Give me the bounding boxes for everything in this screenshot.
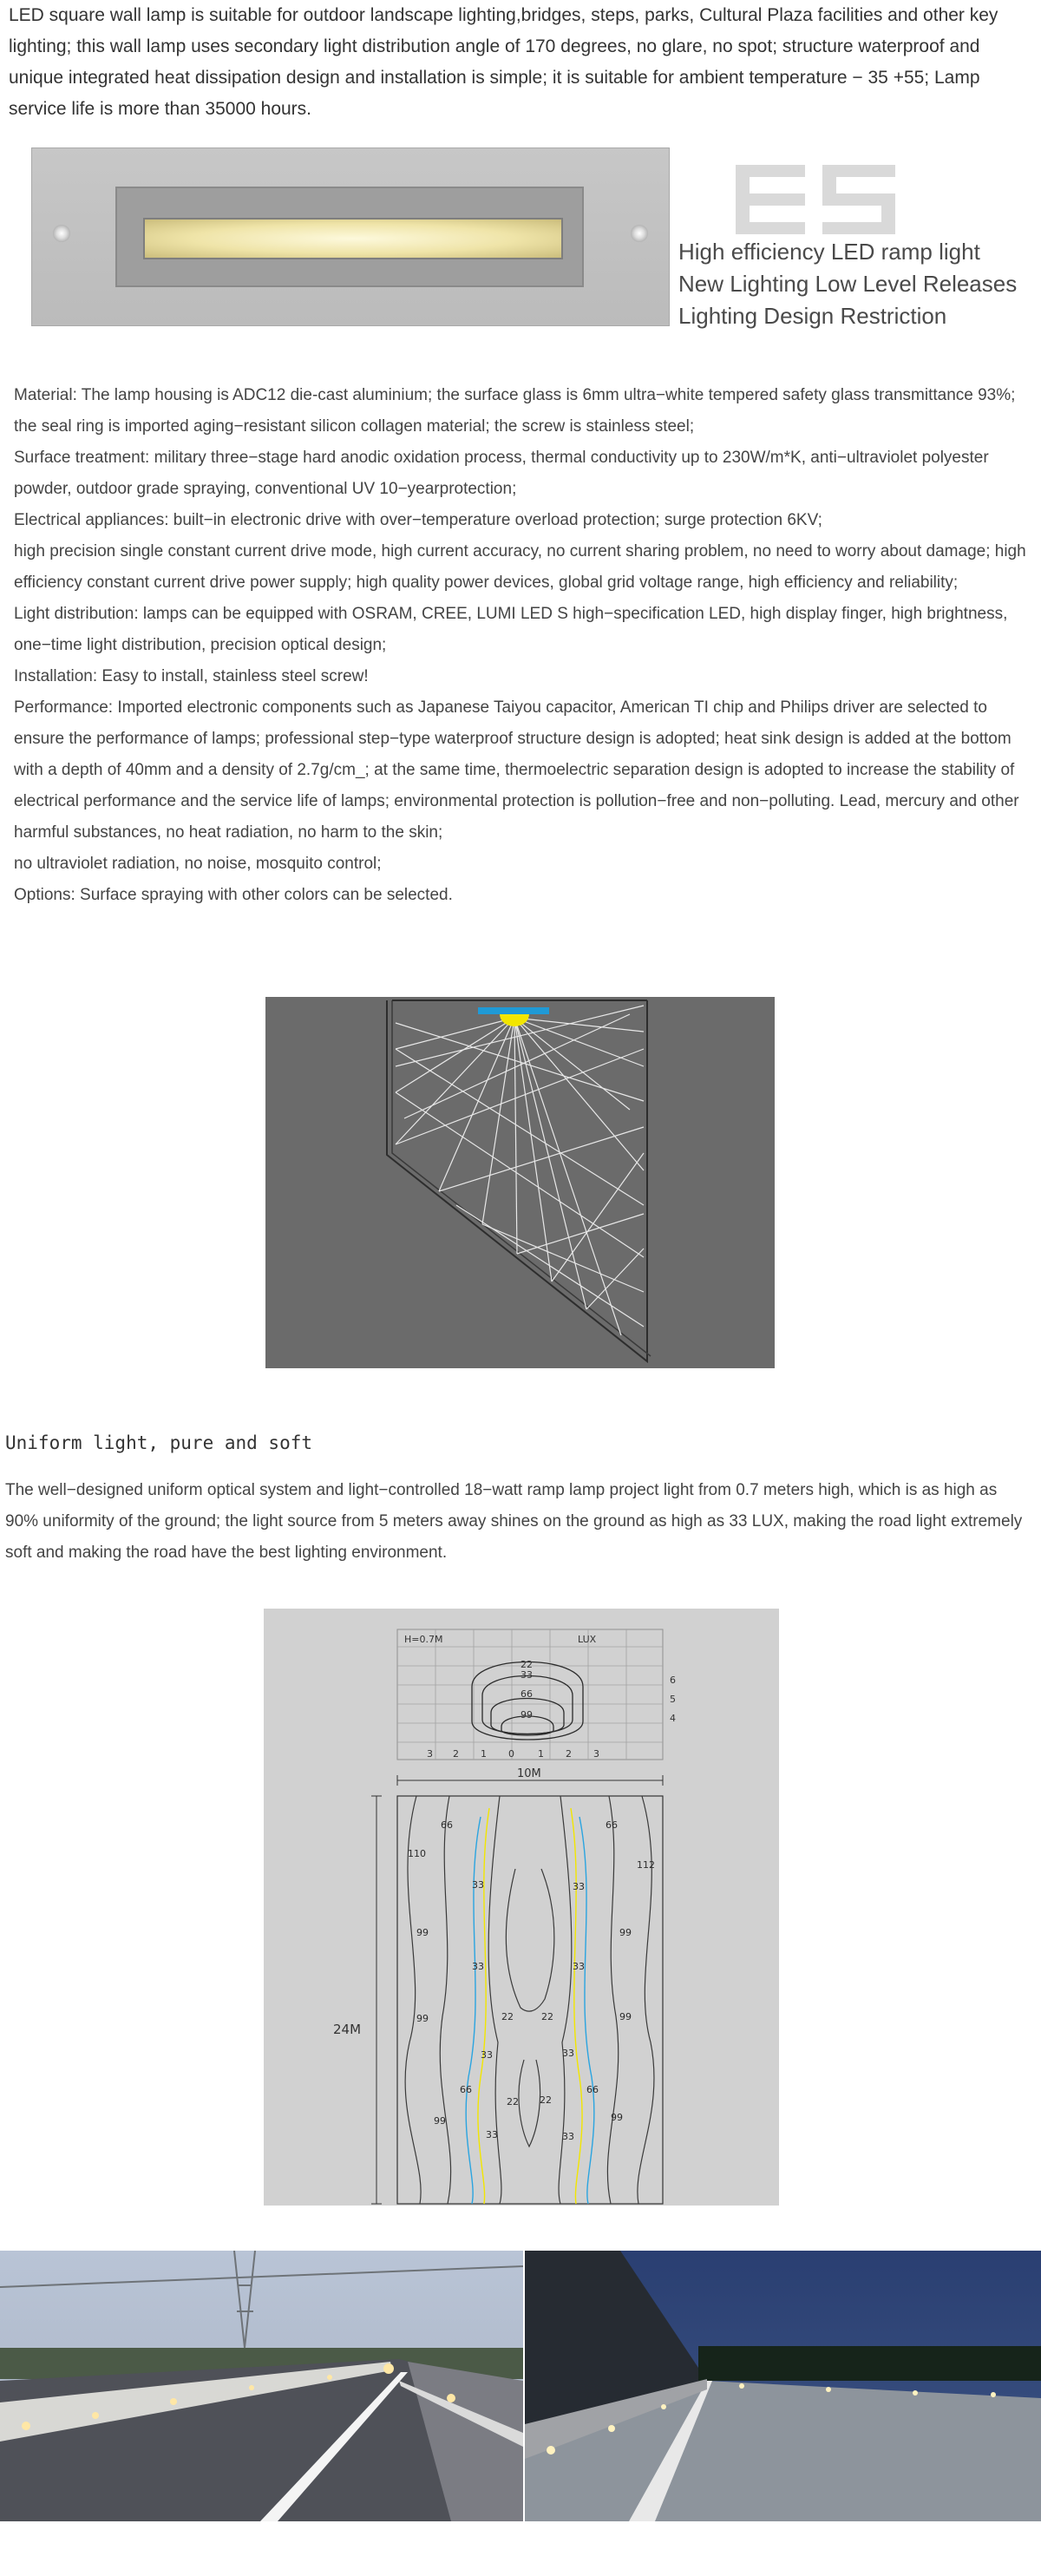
contour-label: 22 (520, 1659, 533, 1670)
screw-icon (631, 225, 648, 242)
isolux-value: 33 (573, 1961, 585, 1972)
y-tick-label: 5 (670, 1694, 676, 1705)
x-tick-label: 3 (427, 1748, 433, 1760)
spec-drive: high precision single constant current drive mode, high current accuracy, no current sharing problem, no need to worry about damage; high efficiency constant current drive power supply; high quality power devices, global grid voltage range, high efficiency and reliability; (14, 542, 1026, 592)
isolux-value: 33 (562, 2131, 574, 2142)
spec-performance: Performance: Imported electronic components such as Japanese Taiyou capacitor, American TI chip and Philips driver are selected to ensure the performance of lamps; professional step−type waterproof structure design is adopted; heat sink design is added at the bottom with a depth of 40mm and a density of 2.7g/cm_; at the same time, thermoelectric separation design is adopted to increase the stability of electrical performance and the service life of lamps; environmental protection is pollution−free and non−polluting. Lead, mercury and other harmful substances, no heat radiation, no harm to the skin; (14, 698, 1019, 842)
contour-label: 33 (520, 1669, 533, 1681)
isolux-value: 22 (501, 2011, 514, 2022)
isolux-value: 33 (573, 1881, 585, 1892)
screw-icon (53, 225, 70, 242)
uniform-paragraph: The well−designed uniform optical system and light−controlled 18−watt ramp lamp project light from 0.7 meters high, which is as high as 90% uniformity of the ground; the light source from 5 meters away shines on the ground as high as 33 LUX, making the road light extremely soft and making the road have the best lighting environment. (5, 1481, 1023, 1562)
isolux-value: 66 (441, 1819, 453, 1831)
isolux-value: 112 (637, 1859, 655, 1871)
section-heading: Uniform light, pure and soft (5, 1432, 313, 1453)
isolux-value: 33 (472, 1961, 484, 1972)
night-road-photo (525, 2251, 1041, 2521)
isolux-value: 66 (586, 2084, 599, 2095)
product-image (31, 147, 670, 326)
unit-label: LUX (578, 1634, 597, 1645)
width-label: 10M (517, 1767, 541, 1780)
x-tick-label: 1 (481, 1748, 487, 1760)
isolux-value: 99 (619, 1927, 632, 1938)
spec-options: Options: Surface spraying with other colors can be selected. (14, 886, 453, 904)
spec-electrical: Electrical appliances: built−in electronic drive with over−temperature overload protection; surge protection 6KV; (14, 511, 822, 529)
spec-light-distribution: Light distribution: lamps can be equipped with OSRAM, CREE, LUMI LED S high−specification LED, high display finger, high brightness, one−time light distribution, precision optical design; (14, 605, 1008, 654)
tagline-3: Lighting Design Restriction (678, 303, 947, 329)
isolux-value: 33 (562, 2048, 574, 2059)
es-logo-icon (736, 165, 895, 234)
spec-no-uv: no ultraviolet radiation, no noise, mosquito control; (14, 855, 382, 873)
isolux-value: 66 (460, 2084, 472, 2095)
spec-surface: Surface treatment: military three−stage hard anodic oxidation process, thermal conductivity up to 230W/m*K, anti−ultraviolet polyester powder, outdoor grade spraying, conventional UV 10−yearprotection; (14, 449, 989, 498)
y-tick-label: 6 (670, 1675, 676, 1686)
contour-label: 99 (520, 1709, 533, 1721)
lamp-housing-icon (478, 1007, 549, 1014)
tagline-2: New Lighting Low Level Releases (678, 271, 1018, 297)
spec-material: Material: The lamp housing is ADC12 die-cast aluminium; the surface glass is 6mm ultra−white tempered safety glass transmittance 93%; the seal ring is imported aging−resistant silicon collagen material; the screw is stainless steel; (14, 386, 1016, 436)
isolux-value: 99 (434, 2115, 446, 2127)
isolux-value: 22 (541, 2011, 553, 2022)
isolux-value: 33 (472, 1879, 484, 1891)
isolux-value: 110 (408, 1848, 426, 1859)
isolux-value: 22 (540, 2094, 552, 2106)
light-distribution-diagram (265, 997, 775, 1368)
tagline-1: High efficiency LED ramp light (678, 239, 980, 265)
x-tick-label: 3 (593, 1748, 599, 1760)
isolux-value: 99 (416, 1927, 429, 1938)
lamp-light-glow (143, 218, 563, 259)
isolux-value: 33 (486, 2129, 498, 2140)
isolux-value: 99 (611, 2112, 623, 2123)
spec-list (14, 380, 1029, 911)
x-tick-label: 0 (508, 1748, 514, 1760)
isolux-value: 99 (619, 2011, 632, 2022)
isolux-value: 22 (507, 2096, 519, 2107)
intro-paragraph: LED square wall lamp is suitable for outdoor landscape lighting,bridges, steps, parks, Cultural Plaza facilities and other key lighting; this wall lamp uses secondary light distribution angle of 170 degrees, no glare, no spot; structure waterproof and unique integrated heat dissipation design and installation is simple; it is suitable for ambient temperature − 35 +55; Lamp service life is more than 35000 hours. (9, 5, 998, 119)
isolux-value: 99 (416, 2013, 429, 2024)
contour-label: 66 (520, 1688, 533, 1700)
dusk-road-photo (0, 2251, 523, 2521)
lamp-window (115, 187, 584, 287)
isolux-value: 33 (481, 2049, 493, 2061)
height-label: H=0.7M (404, 1634, 443, 1645)
isolux-diagram (264, 1609, 779, 2206)
spec-installation: Installation: Easy to install, stainless steel screw! (14, 667, 369, 685)
x-tick-label: 2 (566, 1748, 572, 1760)
x-tick-label: 1 (538, 1748, 544, 1760)
y-tick-label: 4 (670, 1713, 676, 1724)
isolux-value: 66 (606, 1819, 618, 1831)
x-tick-label: 2 (453, 1748, 459, 1760)
length-label: 24M (333, 2022, 362, 2037)
